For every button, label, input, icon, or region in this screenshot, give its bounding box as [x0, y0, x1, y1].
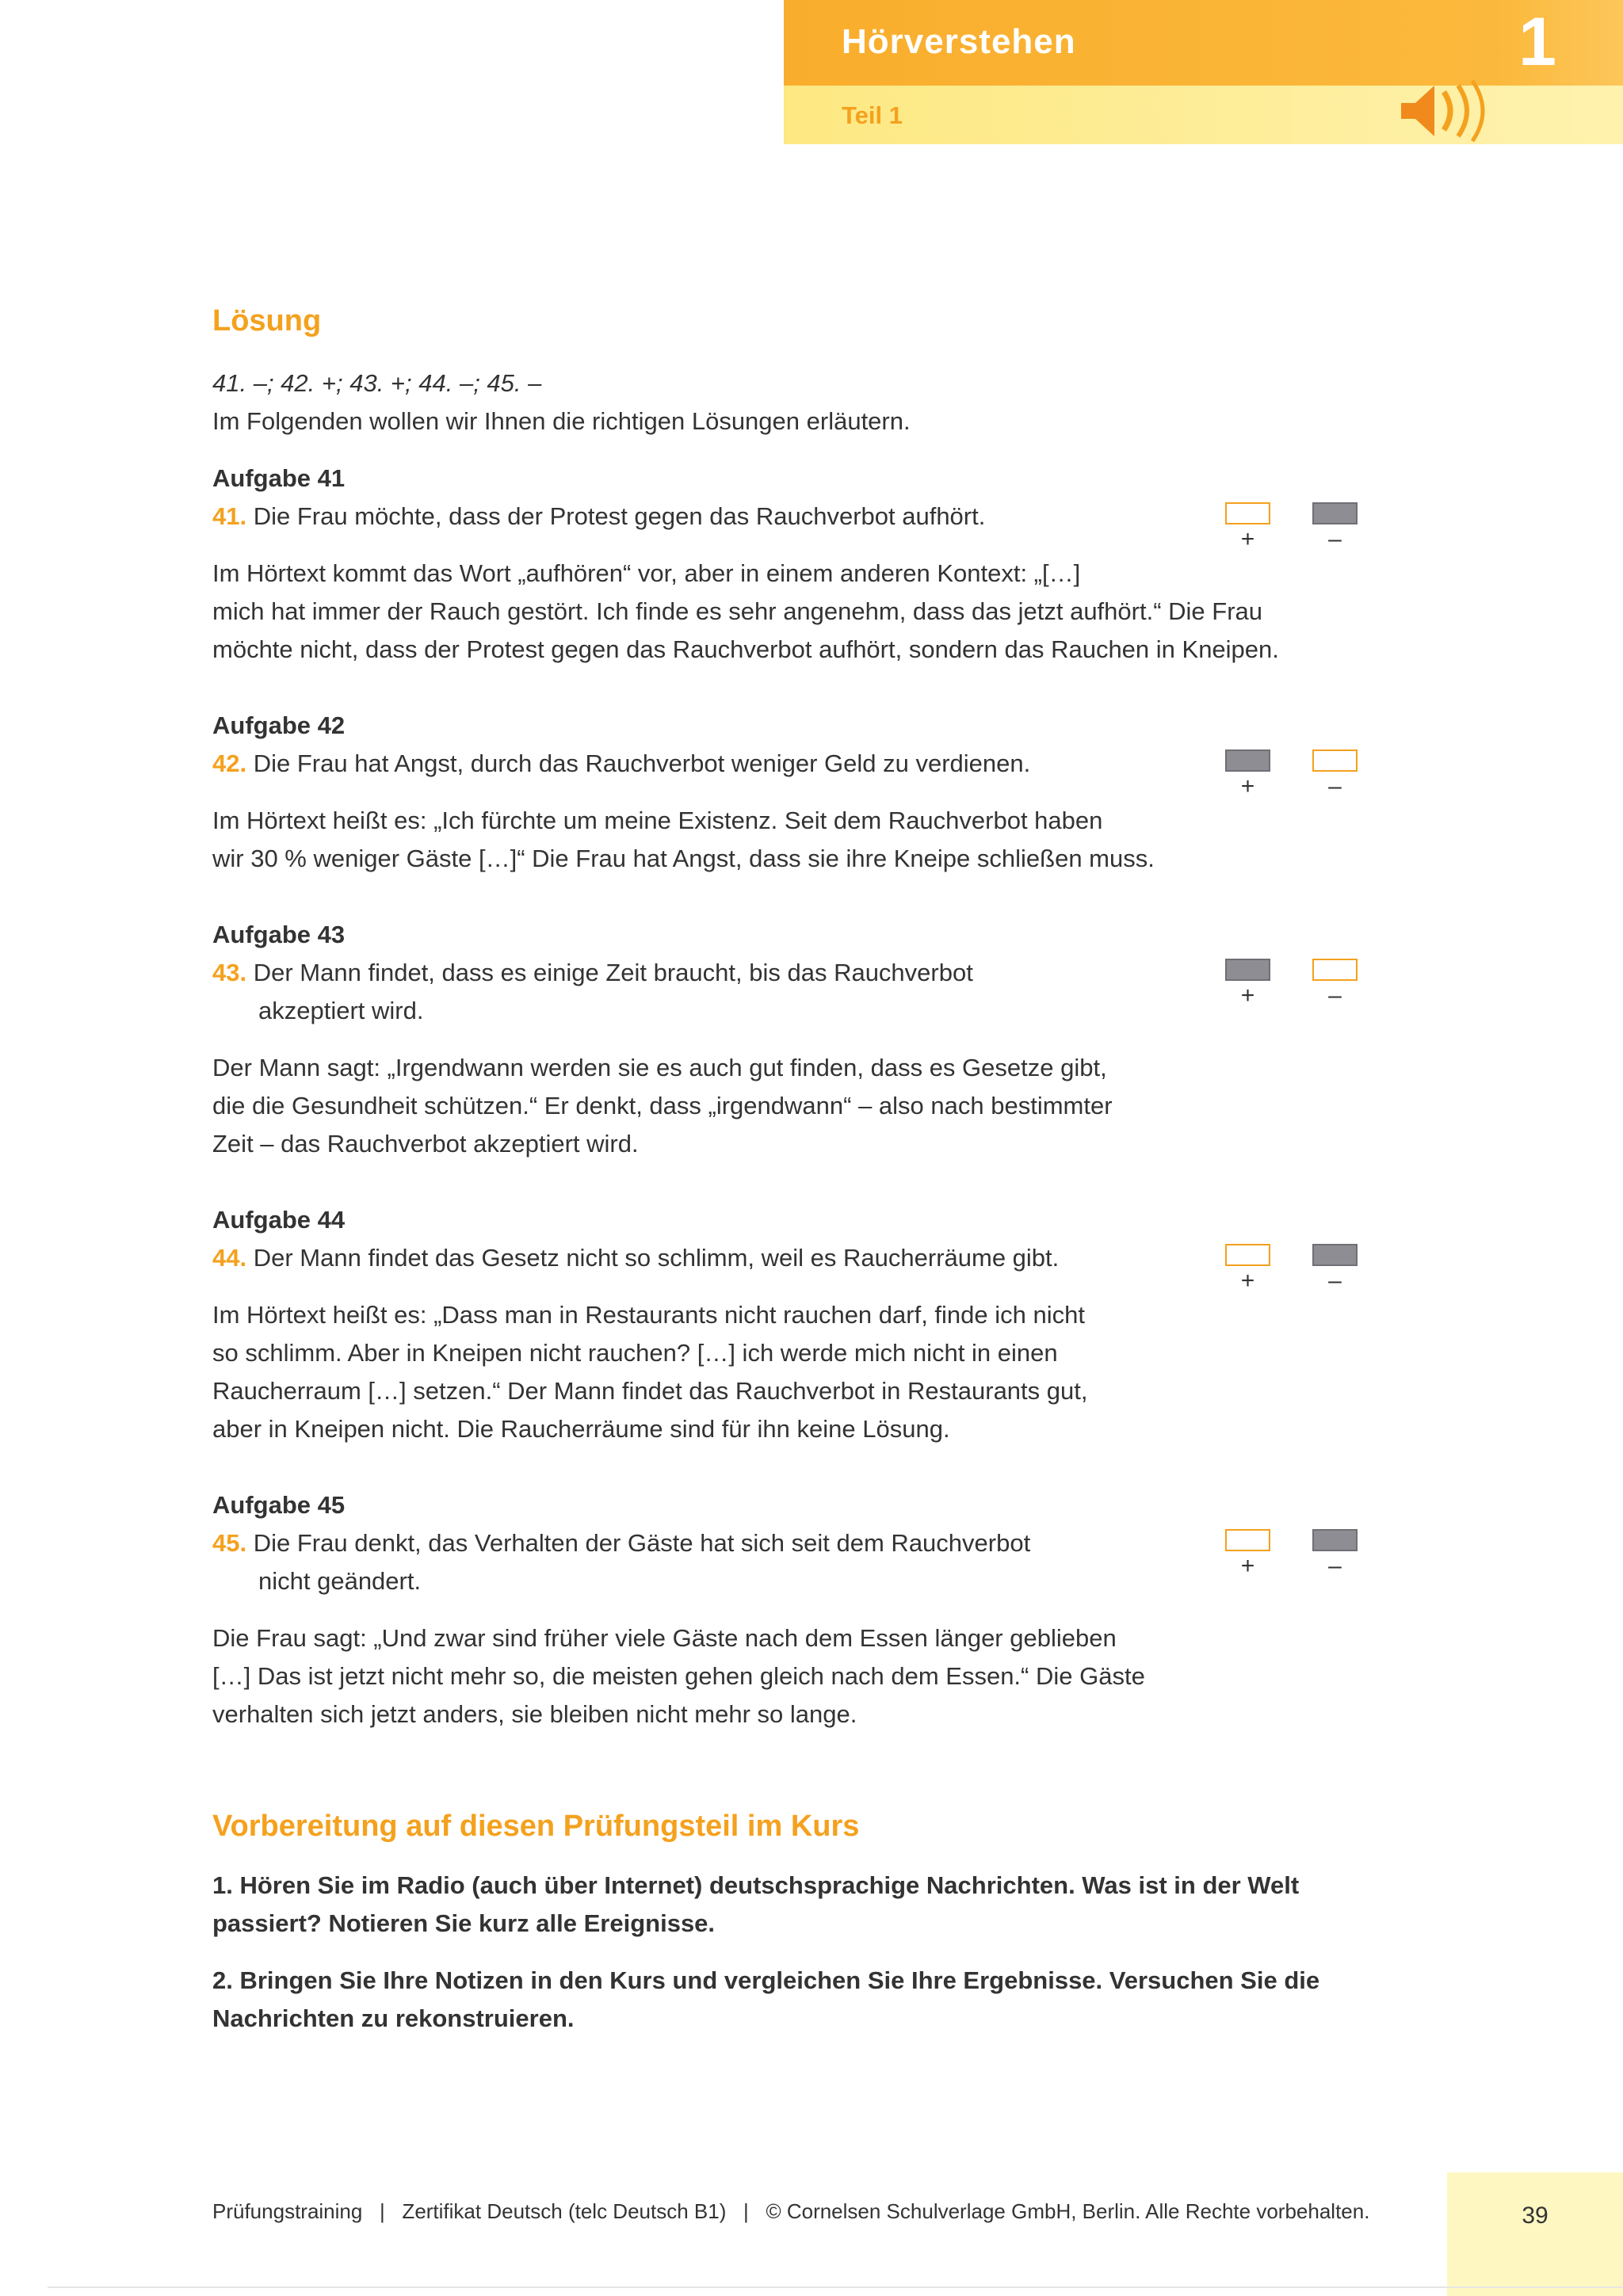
- task-45-statement-cont: nicht geändert.: [258, 1567, 422, 1595]
- task-44-explanation: Im Hörtext heißt es: „Dass man in Restaurants nicht rauchen darf, finde ich nicht: [212, 1301, 1085, 1329]
- statement-text: Der Mann findet, dass es einige Zeit braucht, bis das Rauchverbot: [253, 959, 973, 986]
- preparation-item-2-cont: Nachrichten zu rekonstruieren.: [212, 2004, 575, 2032]
- footer-divider: [48, 2286, 1623, 2288]
- minus-checkbox-marked[interactable]: [1312, 502, 1358, 524]
- plus-checkbox[interactable]: [1225, 502, 1270, 524]
- preparation-item-2: 2. Bringen Sie Ihre Notizen in den Kurs und vergleichen Sie Ihre Ergebnisse. Versuchen Sie die: [212, 1966, 1320, 1994]
- task-44-explanation: aber in Kneipen nicht. Die Raucherräume sind für ihn keine Lösung.: [212, 1415, 950, 1443]
- task-number: 45.: [212, 1529, 247, 1557]
- task-43-explanation: Der Mann sagt: „Irgendwann werden sie es auch gut finden, dass es Gesetze gibt,: [212, 1054, 1107, 1081]
- task-43-explanation: die die Gesundheit schützen.“ Er denkt, dass „irgendwann“ – also nach bestimmter: [212, 1092, 1113, 1119]
- task-41-title: Aufgabe 41: [212, 464, 346, 492]
- footer-credits: Prüfungstraining | Zertifikat Deutsch (telc Deutsch B1) | © Cornelsen Schulverlage GmbH, Berlin. Alle Rechte vorbehalten.: [212, 2199, 1370, 2223]
- solution-heading: Lösung: [212, 304, 322, 338]
- task-45-explanation: […] Das ist jetzt nicht mehr so, die meisten gehen gleich nach dem Essen.“ Die Gäste: [212, 1662, 1145, 1690]
- minus-label: –: [1328, 526, 1342, 552]
- statement-text: Die Frau denkt, das Verhalten der Gäste hat sich seit dem Rauchverbot: [253, 1529, 1031, 1557]
- plus-checkbox-marked[interactable]: [1225, 959, 1270, 981]
- statement-text: Die Frau möchte, dass der Protest gegen das Rauchverbot aufhört.: [253, 502, 986, 530]
- preparation-heading: Vorbereitung auf diesen Prüfungsteil im Kurs: [212, 1810, 860, 1843]
- minus-label: –: [1328, 982, 1342, 1009]
- task-41-explanation: möchte nicht, dass der Protest gegen das Rauchverbot aufhört, sondern das Rauchen in Kneipen.: [212, 635, 1279, 663]
- statement-text: Der Mann findet das Gesetz nicht so schlimm, weil es Raucherräume gibt.: [253, 1244, 1060, 1272]
- task-44-explanation: so schlimm. Aber in Kneipen nicht rauchen? […] ich werde mich nicht in einen: [212, 1339, 1058, 1367]
- task-42-explanation: Im Hörtext heißt es: „Ich fürchte um meine Existenz. Seit dem Rauchverbot haben: [212, 807, 1103, 834]
- plus-label: +: [1240, 526, 1255, 552]
- minus-checkbox-marked[interactable]: [1312, 1529, 1358, 1551]
- task-45-explanation: Die Frau sagt: „Und zwar sind früher viele Gäste nach dem Essen länger geblieben: [212, 1624, 1117, 1652]
- plus-checkbox-marked[interactable]: [1225, 749, 1270, 772]
- answer-key: 41. –; 42. +; 43. +; 44. –; 45. –: [212, 369, 542, 397]
- task-41-explanation: mich hat immer der Rauch gestört. Ich finde es sehr angenehm, dass das jetzt aufhört.“ Die Frau: [212, 597, 1263, 625]
- task-45-explanation: verhalten sich jetzt anders, sie bleiben nicht mehr so lange.: [212, 1700, 857, 1728]
- minus-label: –: [1328, 1268, 1342, 1294]
- task-41-explanation: Im Hörtext kommt das Wort „aufhören“ vor, aber in einem anderen Kontext: „[…]: [212, 559, 1081, 587]
- task-41-statement: [212, 502, 985, 531]
- plus-label: +: [1240, 773, 1255, 799]
- task-44-explanation: Raucherraum […] setzen.“ Der Mann findet das Rauchverbot in Restaurants gut,: [212, 1377, 1088, 1405]
- chapter-number: 1: [1518, 4, 1556, 80]
- task-42-title: Aufgabe 42: [212, 711, 346, 739]
- minus-label: –: [1328, 1553, 1342, 1579]
- plus-checkbox[interactable]: [1225, 1529, 1270, 1551]
- task-43-explanation: Zeit – das Rauchverbot akzeptiert wird.: [212, 1130, 639, 1158]
- task-44-statement: [212, 1244, 1059, 1272]
- preparation-item-1-cont: passiert? Notieren Sie kurz alle Ereignisse.: [212, 1909, 716, 1937]
- plus-label: +: [1240, 1268, 1255, 1294]
- minus-checkbox[interactable]: [1312, 959, 1358, 981]
- section-subtitle: Teil 1: [842, 101, 903, 129]
- plus-label: +: [1240, 1553, 1255, 1579]
- minus-label: –: [1328, 773, 1342, 799]
- task-45-statement: [212, 1529, 1030, 1558]
- speaker-icon: [1395, 71, 1506, 151]
- page-number-band: [1447, 2172, 1623, 2296]
- page-number: 39: [1522, 2203, 1549, 2229]
- task-43-statement: [212, 959, 973, 987]
- task-42-statement: [212, 749, 1030, 778]
- section-title: Hörverstehen: [842, 22, 1076, 61]
- task-43-statement-cont: akzeptiert wird.: [258, 997, 424, 1024]
- statement-text: Die Frau hat Angst, durch das Rauchverbot weniger Geld zu verdienen.: [253, 749, 1031, 777]
- task-43-title: Aufgabe 43: [212, 921, 346, 948]
- minus-checkbox[interactable]: [1312, 749, 1358, 772]
- task-45-title: Aufgabe 45: [212, 1491, 346, 1519]
- plus-checkbox[interactable]: [1225, 1244, 1270, 1266]
- task-number: 43.: [212, 959, 247, 986]
- plus-label: +: [1240, 982, 1255, 1009]
- task-44-title: Aufgabe 44: [212, 1206, 346, 1234]
- task-number: 42.: [212, 749, 247, 777]
- task-42-explanation: wir 30 % weniger Gäste […]“ Die Frau hat Angst, dass sie ihre Kneipe schließen muss.: [212, 845, 1155, 872]
- task-number: 41.: [212, 502, 247, 530]
- preparation-item-1: 1. Hören Sie im Radio (auch über Internet) deutschsprachige Nachrichten. Was ist in der Welt: [212, 1871, 1300, 1899]
- solution-intro: Im Folgenden wollen wir Ihnen die richtigen Lösungen erläutern.: [212, 407, 911, 435]
- minus-checkbox-marked[interactable]: [1312, 1244, 1358, 1266]
- task-number: 44.: [212, 1244, 247, 1272]
